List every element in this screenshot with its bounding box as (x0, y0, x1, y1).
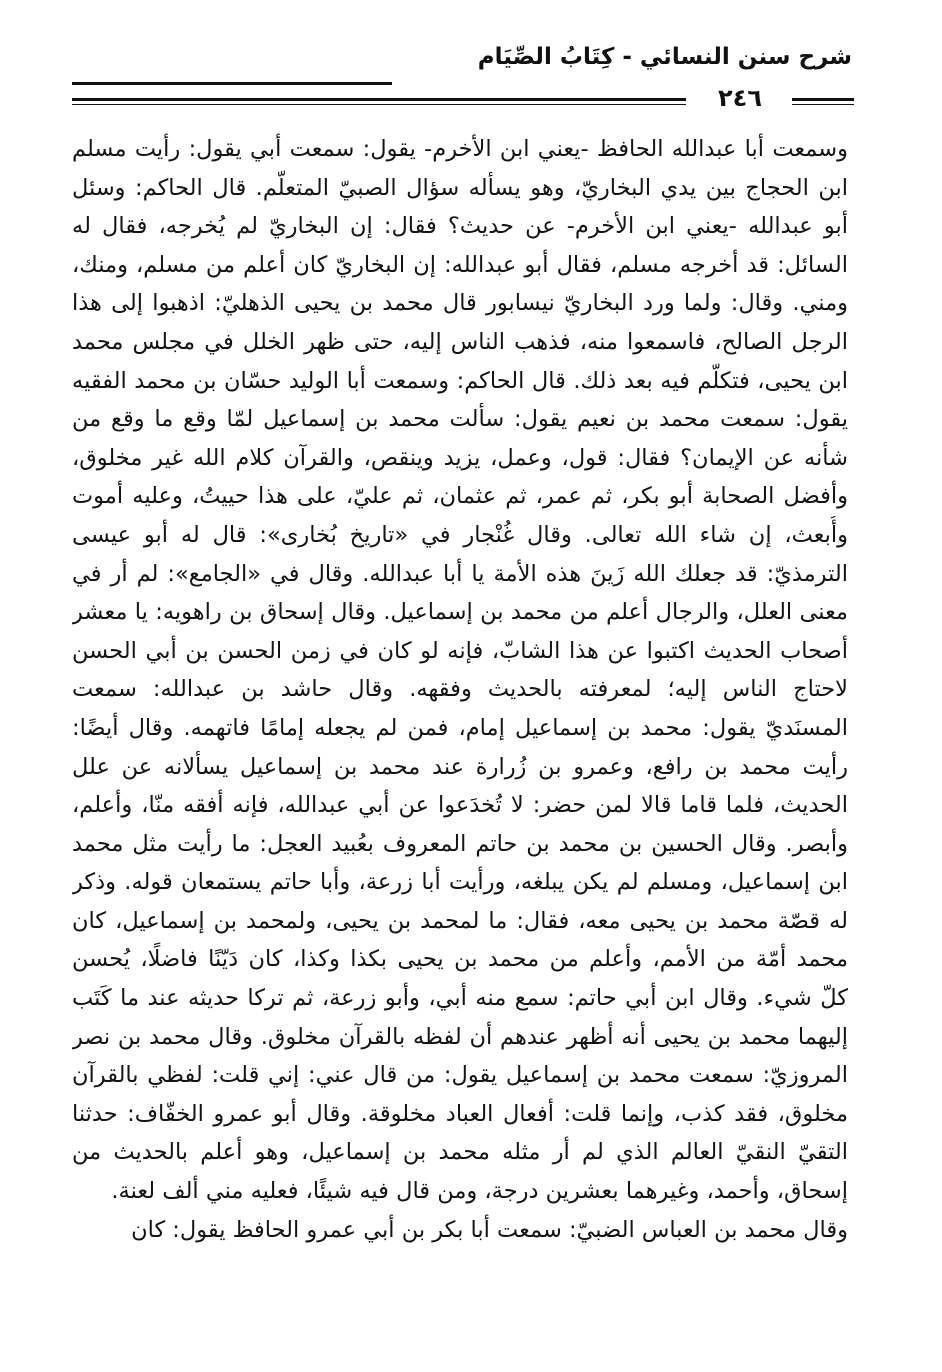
text-line: أبو عبدالله -يعني ابن الأخرم- عن حديث؟ فقال: إن البخاريّ لم يُخرجه، فقال له (72, 213, 848, 240)
text-line: رأيت محمد بن رافع، وعمرو بن زُرارة عند محمد بن إسماعيل يسألانه عن علل (72, 753, 848, 780)
page-number-rule-left (72, 98, 686, 101)
page-header (0, 0, 942, 120)
page-number-rule-right-thin (792, 104, 854, 105)
text-line: وأبصر. وقال الحسين بن محمد بن حاتم المعروف بعُبيد العجل: ما رأيت مثل محمد (72, 830, 848, 857)
text-line: معنى العلل، والرجال أعلم من محمد بن إسماعيل. وقال إسحاق بن راهويه: يا معشر (72, 599, 848, 626)
text-line: المسنَديّ يقول: محمد بن إسماعيل إمام، فمن لم يجعله إمامًا فاتهمه. وقال أيضًا: (72, 714, 848, 741)
text-line: ومني. وقال: ولما ورد البخاريّ نيسابور قال محمد بن يحيى الذهليّ: اذهبوا إلى هذا (72, 290, 848, 317)
text-line: له قصّة محمد بن يحيى معه، فقال: ما لمحمد بن يحيى، ولمحمد بن إسماعيل، كان (72, 907, 848, 934)
text-line: السائل: قد أخرجه مسلم، فقال أبو عبدالله: إن البخاريّ كان أعلم من مسلم، ومنك، (72, 251, 848, 278)
text-line: كلّ شيء. وقال ابن أبي حاتم: سمع منه أبي، وأبو زرعة، ثم تركا حديثه عند ما كَتَب (72, 985, 848, 1012)
text-line: شأنه عن الإيمان؟ فقال: قول، وعمل، يزيد وينقص، والقرآن كلام الله غير مخلوق، (72, 444, 848, 471)
text-line: لاحتاج الناس إليه؛ لمعرفته بالحديث وفقهه. وقال حاشد بن عبدالله: سمعت (72, 676, 848, 703)
text-line: ابن الحجاج بين يدي البخاريّ، وهو يسأله سؤال الصبيّ المتعلّم. قال الحاكم: وسئل (72, 174, 848, 201)
text-line: أصحاب الحديث اكتبوا عن هذا الشابّ، فإنه لو كان في زمن الحسن بن أبي الحسن (72, 637, 848, 664)
text-line: التقيّ النقيّ العالم الذي لم أر مثله محمد بن إسماعيل، وهو أعلم بالحديث من (72, 1139, 848, 1166)
text-line: الترمذيّ: قد جعلك الله زَينَ هذه الأمة يا أبا عبدالله. وقال في «الجامع»: لم أر في (72, 560, 848, 587)
text-line: وأُبعث، إن شاء الله تعالى. وقال غُنْجار في «تاريخ بُخارى»: قال له أبو عيسى (72, 521, 848, 548)
text-line: وأفضل الصحابة أبو بكر، ثم عمر، ثم عثمان، ثم عليّ، على هذا حييتُ، وعليه أموت (72, 483, 848, 510)
text-line: وسمعت أبا عبدالله الحافظ -يعني ابن الأخرم- يقول: سمعت أبي يقول: رأيت مسلم (72, 136, 848, 162)
page-number-rule-right (792, 98, 854, 101)
text-line: إليهما محمد بن يحيى أنه أظهر عندهم أن لفظه بالقرآن مخلوق. وقال محمد بن نصر (72, 1023, 848, 1050)
text-line: الرجل الصالح، فاسمعوا منه، فذهب الناس إليه، حتى ظهر الخلل في مجلس محمد (72, 328, 848, 355)
running-title: شرح سنن النسائي - كِتَابُ الصِّيَام (477, 44, 852, 70)
text-line: مخلوق، فقد كذب، وإنما قلت: أفعال العباد مخلوقة. وقال أبو عمرو الخفّاف: حدثنا (72, 1100, 848, 1127)
header-rule (72, 82, 392, 85)
text-line: وقال محمد بن العباس الضبيّ: سمعت أبا بكر بن أبي عمرو الحافظ يقول: كان (131, 1216, 848, 1243)
text-line: يقول: سمعت محمد بن نعيم يقول: سألت محمد بن إسماعيل لمّا وقع ما وقع من (72, 406, 848, 433)
text-line: ابن يحيى، فتكلّم فيه بعد ذلك. قال الحاكم: وسمعت أبا الوليد حسّان بن محمد الفقيه (72, 367, 848, 394)
body-text (72, 130, 848, 1249)
text-line: محمد أمّة من الأمم، وأعلم من محمد بن يحيى بكذا وكذا، كان دَيّنًا فاضلًا، يُحسن (72, 946, 848, 973)
text-line: الحديث، فلما قاما قالا لمن حضر: لا تُخدَعوا عن أبي عبدالله، فإنه أفقه منّا، وأعلم، (72, 792, 848, 819)
page-number-rule-left-thin (72, 104, 686, 105)
text-line: إسحاق، وأحمد، وغيرهما بعشرين درجة، ومن قال فيه شيئًا، فعليه مني ألف لعنة. (111, 1178, 848, 1205)
page-number: ٢٤٦ (718, 84, 762, 112)
text-line: المروزيّ: سمعت محمد بن إسماعيل يقول: من قال عني: إني قلت: لفظي بالقرآن (72, 1062, 848, 1089)
text-line: ابن إسماعيل، ومسلم لم يكن يبلغه، ورأيت أبا زرعة، وأبا حاتم يستمعان قوله. وذكر (72, 869, 848, 896)
